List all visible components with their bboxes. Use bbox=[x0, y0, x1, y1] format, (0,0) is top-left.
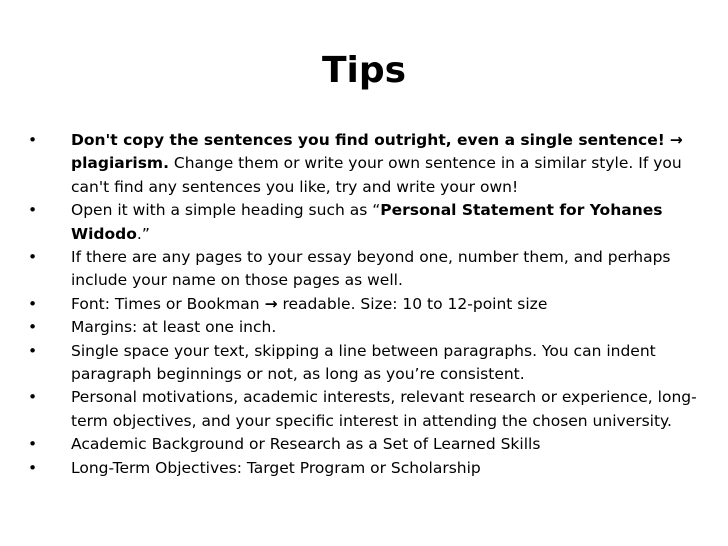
list-item bbox=[28, 293, 708, 316]
bullet-icon: • bbox=[28, 388, 38, 407]
bullet-bold-text: Personal Statement for Yohanes Widodo bbox=[71, 201, 663, 243]
list-item bbox=[28, 246, 708, 293]
list-item bbox=[28, 340, 708, 387]
bullet-text: Margins: at least one inch. bbox=[71, 318, 277, 337]
bullet-text: If there are any pages to your essay beyond one, number them, and perhaps include your name on those pages as well. bbox=[71, 248, 671, 290]
bullet-icon: • bbox=[28, 318, 38, 337]
bullet-text: Personal motivations, academic interests, relevant research or experience, long-term objectives, and your specific interest in attending the chosen university. bbox=[71, 388, 697, 430]
bullet-text: Open it with a simple heading such as “ bbox=[71, 201, 381, 220]
bullet-text: Academic Background or Research as a Set of Learned Skills bbox=[71, 435, 541, 454]
bullet-bold-text: Don't copy the sentences you find outright, even a single sentence! bbox=[71, 131, 665, 149]
list-item bbox=[28, 433, 708, 456]
slide-title: Tips bbox=[321, 50, 407, 91]
bullet-icon: • bbox=[28, 131, 38, 149]
bullet-text: Change them or write your own sentence in a similar style. If you can't find any sentences you like, try and write your own! bbox=[71, 154, 682, 196]
list-item bbox=[28, 316, 708, 339]
bullet-bold-text: plagiarism. bbox=[71, 154, 169, 173]
bullet-text: Single space your text, skipping a line between paragraphs. You can indent paragraph beginnings or not, as long as you’re consistent. bbox=[71, 341, 656, 384]
bullet-text: Long-Term Objectives: Target Program or Scholarship bbox=[71, 458, 481, 477]
bullet-text: .” bbox=[136, 224, 150, 243]
list-item bbox=[28, 457, 708, 480]
list-item bbox=[28, 199, 708, 246]
bullet-text: Font: Times or Bookman bbox=[71, 294, 260, 313]
bullet-text: readable. Size: 10 to 12-point size bbox=[277, 294, 548, 313]
bullet-icon: • bbox=[28, 201, 38, 220]
list-item bbox=[28, 386, 708, 433]
bullet-icon: • bbox=[28, 458, 38, 477]
arrow-icon: → bbox=[264, 294, 278, 313]
bullet-icon: • bbox=[28, 294, 38, 313]
tips-list bbox=[28, 129, 708, 480]
arrow-icon: → bbox=[669, 131, 683, 149]
bullet-icon: • bbox=[28, 435, 38, 454]
bullet-icon: • bbox=[28, 248, 38, 267]
list-item bbox=[28, 129, 708, 199]
bullet-icon: • bbox=[28, 341, 38, 360]
